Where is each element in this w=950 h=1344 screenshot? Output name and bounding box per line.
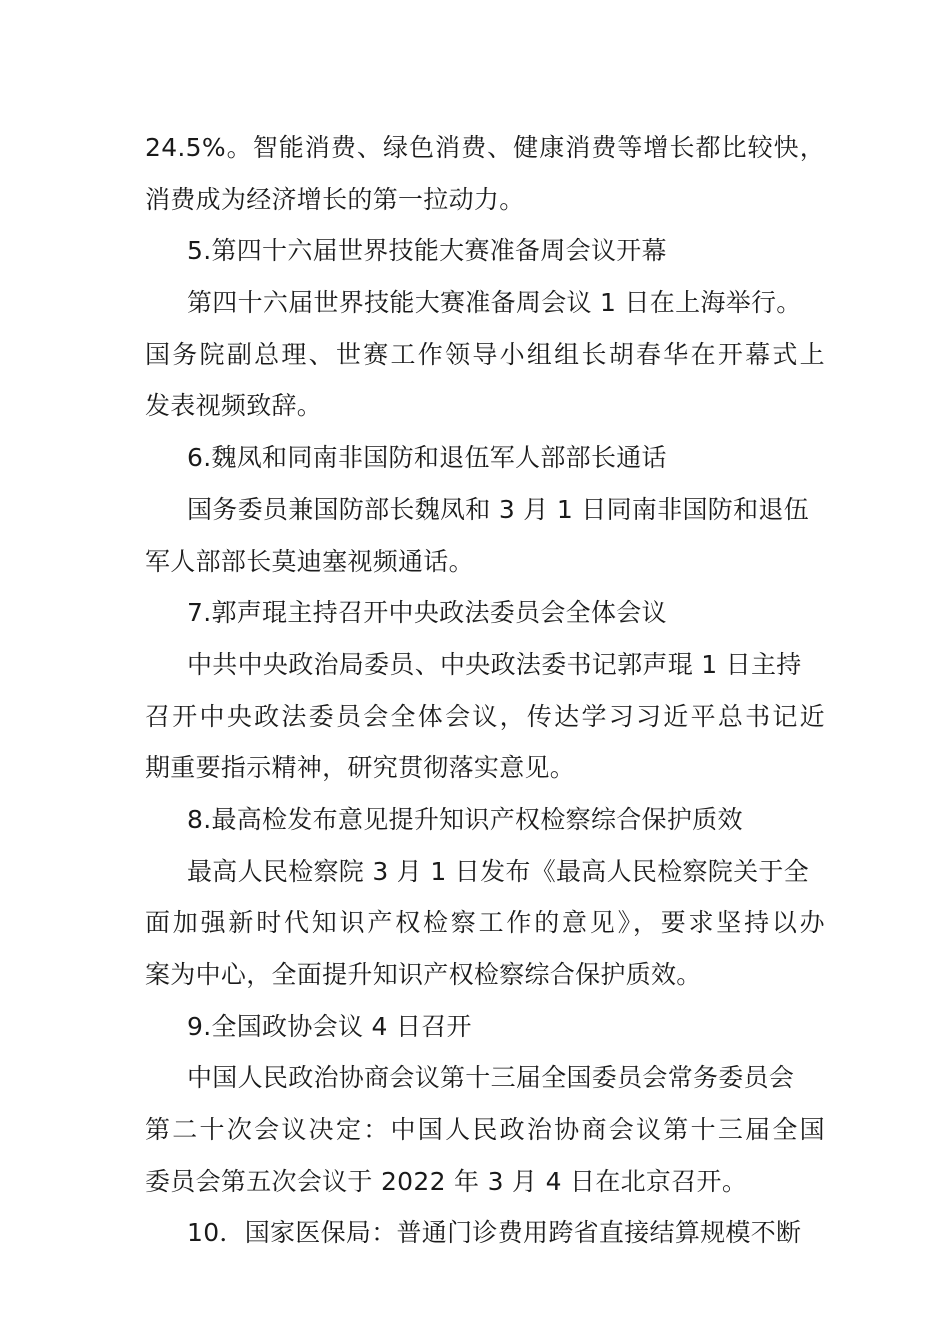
section-heading-9: 9.全国政协会议 4 日召开: [187, 1011, 472, 1041]
text-line-1: 24.5%。智能消费、绿色消费、健康消费等增长都比较快，: [145, 133, 825, 162]
section-heading-8: 8.最高检发布意见提升知识产权检察综合保护质效: [187, 804, 743, 834]
text-line-5: 国务院副总理、世赛工作领导小组组长胡春华在开幕式上: [145, 339, 825, 369]
section-heading-5: 5.第四十六届世界技能大赛准备周会议开幕: [187, 236, 667, 266]
text-line-13: 期重要指示精神，研究贯彻落实意见。: [145, 753, 576, 783]
section-heading-6: 6.魏凤和同南非国防和退伍军人部部长通话: [187, 443, 667, 473]
text-line-15: 最高人民检察院 3 月 1 日发布《最高人民检察院关于全: [187, 856, 810, 886]
text-line-16: 面加强新时代知识产权检察工作的意见》，要求坚持以办: [145, 908, 825, 938]
section-heading-10: 10．国家医保局：普通门诊费用跨省直接结算规模不断: [187, 1218, 802, 1248]
text-line-8: 国务委员兼国防部长魏凤和 3 月 1 日同南非国防和退伍: [187, 494, 810, 524]
text-line-21: 委员会第五次会议于 2022 年 3 月 4 日在北京召开。: [145, 1166, 748, 1196]
section-heading-7: 7.郭声琨主持召开中央政法委员会全体会议: [187, 598, 667, 628]
text-line-12: 召开中央政法委员会全体会议，传达学习习近平总书记近: [145, 701, 825, 731]
document-body: [145, 122, 825, 1259]
text-line-6: 发表视频致辞。: [145, 391, 323, 421]
text-line-17: 案为中心，全面提升知识产权检察综合保护质效。: [145, 960, 702, 989]
text-line-9: 军人部部长莫迪塞视频通话。: [145, 546, 474, 576]
text-line-4: 第四十六届世界技能大赛准备周会议 1 日在上海举行。: [187, 288, 802, 318]
text-line-2: 消费成为经济增长的第一拉动力。: [145, 184, 525, 214]
text-line-11: 中共中央政治局委员、中央政法委书记郭声琨 1 日主持: [187, 649, 802, 679]
text-line-19: 中国人民政治协商会议第十三届全国委员会常务委员会: [187, 1063, 795, 1093]
text-line-20: 第二十次会议决定：中国人民政治协商会议第十三届全国: [145, 1115, 825, 1145]
